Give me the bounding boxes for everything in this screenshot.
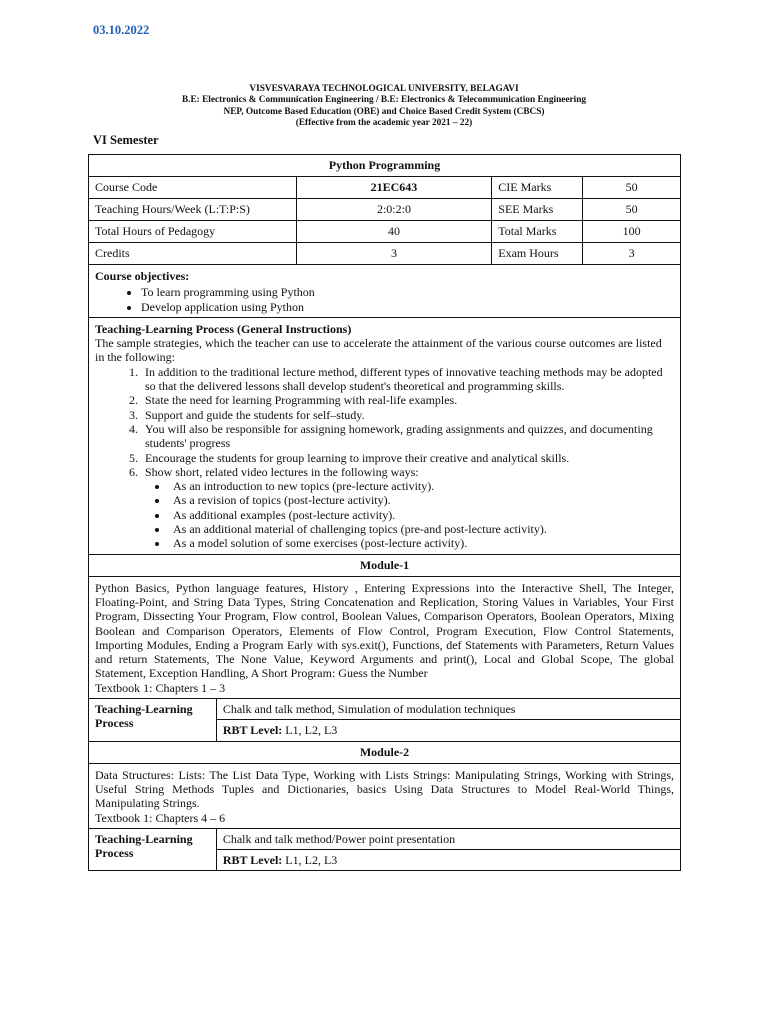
header-university: VISVESVARAYA TECHNOLOGICAL UNIVERSITY, BELAGAVI [249,84,519,94]
tl-process-label: Teaching-Learning Process [89,828,217,871]
module-2-title: Module-2 [89,741,681,763]
info-value: 3 [296,243,492,265]
course-objectives [89,265,681,318]
course-code-value: 21EC643 [296,177,492,199]
rbt-label: RBT Level: [222,723,283,738]
module-content-text: Python Basics, Python language features, History , Entering Expressions into the Interactive Shell, The Integer, Floating-Point, and String Data Types, String Concatenation and Replication, Storing Values in Variables, Your First Program, Dissecting Your Program, Flow control, Boolean Values, Comparison Operators, Boolean Operators, Mixing Boolean and Comparison Operators, Elements of Flow Control, Program Execution, Flow Control Statements, Importing Modules, Ending a Program Early with sys.exit(), Functions, def Statements with Parameters, Return Values and return Statements, The None Value, Keyword Arguments and print(), Local and Global Scope, The global Statement, Exception Handling, A Short Program: Guess the Number [95,580,674,681]
list-item: • As a model solution of some exercises (post-lecture activity). [169,536,674,550]
info-value: 50 [583,199,681,221]
module-2-teaching-learning [89,828,681,871]
header-programmes: B.E: Electronics & Communication Engineering / B.E: Electronics & Telecommunication Engineering [181,95,587,106]
list-item: 4. You will also be responsible for assigning homework, grading assignments and quizzes, and documenting students' progress [141,422,674,451]
list-item [141,465,674,551]
rbt-level [217,849,680,870]
video-ways-list [145,479,674,550]
list-item-text: Show short, related video lectures in the following ways: [145,464,419,479]
list-item: 2. State the need for learning Programming with real-life examples. [141,393,674,407]
tl-process-details [216,828,680,871]
list-item: • As a revision of topics (post-lecture activity). [169,493,674,507]
list-item: 1. In addition to the traditional lecture method, different types of innovative teaching methods may be adopted so that the delivered lessons shall develop student's theoretical and programming skills. [141,365,674,394]
teaching-learning-process [89,317,681,554]
list-item: • Develop application using Python [141,300,674,314]
info-value: 40 [296,221,492,243]
info-value: 50 [583,177,681,199]
rbt-value: L1, L2, L3 [285,853,338,868]
tlp-list [95,365,674,551]
info-label: SEE Marks [492,199,583,221]
rbt-value: L1, L2, L3 [285,723,338,738]
rbt-label: RBT Level: [222,853,283,868]
info-label: Teaching Hours/Week (L:T:P:S) [89,199,297,221]
list-item: • As an additional material of challenging topics (pre-and post-lecture activity). [169,522,674,536]
list-item: • As an introduction to new topics (pre-lecture activity). [169,479,674,493]
objectives-list [95,285,674,314]
module-1-content [89,576,681,698]
info-value: 100 [583,221,681,243]
module-1-teaching-learning [89,699,681,742]
info-row-course-code [89,177,681,199]
info-label: CIE Marks [492,177,583,199]
syllabus-table [88,154,681,871]
document-date: 03.10.2022 [93,23,150,37]
semester-label: VI Semester [93,133,159,147]
tl-method: Chalk and talk method, Simulation of modulation techniques [222,702,516,717]
module-2-content [89,763,681,828]
tlp-intro: The sample strategies, which the teacher can use to accelerate the attainment of the various course outcomes are listed in the following: [95,336,662,365]
info-label: Credits [89,243,297,265]
info-value: 3 [583,243,681,265]
tl-process-label: Teaching-Learning Process [89,699,217,742]
tlp-heading: Teaching-Learning Process (General Instructions) [95,321,352,336]
module-1-title: Module-1 [89,554,681,576]
objectives-heading: Course objectives: [95,269,190,283]
module-textbook: Textbook 1: Chapters 1 – 3 [95,680,226,695]
header-effective: (Effective from the academic year 2021 – 22) [295,117,473,128]
info-row-teaching-hours [89,199,681,221]
list-item: 5. Encourage the students for group learning to improve their creative and analytical skills. [141,451,674,465]
info-row-credits [89,243,681,265]
module-content-text: Data Structures: Lists: The List Data Type, Working with Lists Strings: Manipulating Strings, Working with Strings, Useful String Methods Tuples and Dictionaries, basics Using Data Structures to Model Real-World Things, Manipulating Strings. [95,767,674,811]
rbt-level [217,719,680,740]
list-item: • To learn programming using Python [141,285,674,299]
info-label: Exam Hours [492,243,583,265]
info-label: Course Code [89,177,297,199]
tl-method: Chalk and talk method/Power point presentation [222,831,456,846]
header-scheme: NEP, Outcome Based Education (OBE) and Choice Based Credit System (CBCS) [223,106,545,117]
info-label: Total Marks [492,221,583,243]
university-header [88,84,680,129]
course-title: Python Programming [89,155,681,177]
info-value: 2:0:2:0 [296,199,492,221]
info-row-pedagogy [89,221,681,243]
list-item: • As additional examples (post-lecture activity). [169,508,674,522]
list-item: 3. Support and guide the students for self–study. [141,408,674,422]
info-label: Total Hours of Pedagogy [89,221,297,243]
tl-process-details [216,699,680,742]
module-textbook: Textbook 1: Chapters 4 – 6 [95,810,226,825]
